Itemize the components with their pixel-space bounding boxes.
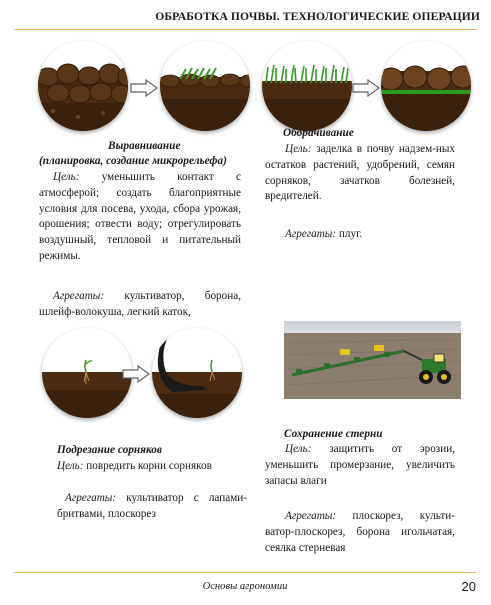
header-rule (14, 29, 476, 30)
weed-cutting-goal-label: Цель: (57, 460, 84, 472)
turning-tools (265, 227, 455, 243)
footer-rule (14, 572, 476, 573)
stubble-tools (265, 509, 455, 556)
leveling-goal-text: уменьшить контакт с атмосферой; создать благоприятные условия для посева, ухода, сбора урожая, орошения; отвести воду; отрегулировать воздушный, тепловой и питательный режимы. (39, 171, 241, 262)
weed-cutting-tools-text: культиватор с лапами-бритвами, плоскорез (57, 492, 247, 520)
turning-title: Оборачивание (283, 127, 354, 139)
page-header-title: ОБРАБОТКА ПОЧВЫ. ТЕХНОЛОГИЧЕСКИЕ ОПЕРАЦИИ (155, 10, 480, 23)
weed-cutting-goal-text: повредить корни сорняков (83, 460, 212, 472)
weed-cutting-goal (57, 459, 247, 475)
turning-arrow-icon (352, 79, 380, 97)
turning-tools-label: Агрегаты: (285, 228, 337, 240)
turning-goal (265, 142, 455, 205)
turning-tools-text: плуг. (336, 228, 363, 240)
weed-cutting-tools-label: Агрегаты: (65, 492, 117, 504)
stubble-tools-text: плоскорез, культи-ватор-плоскорез, борона игольчатая, сеялка стерневая (265, 510, 455, 554)
leveling-goal-label: Цель: (53, 171, 80, 183)
weed-cutting-tools (57, 491, 247, 523)
leveling-subtitle: (планировка, создание микрорельефа) (39, 155, 227, 167)
leveling-arrow-icon (130, 79, 158, 97)
tractor-seeder-photo (284, 321, 461, 399)
leveling-tools-text: культиватор, борона, шлейф-волокуша, легкий каток, (39, 290, 241, 318)
weed-cutting-before-illustration (42, 328, 132, 418)
turning-goal-label: Цель: (285, 143, 312, 155)
turning-goal-text: заделка в почву надзем-ных остатков растений, удобрений, семян сорняков, зачатков болезней, вредителей. (265, 143, 455, 203)
leveling-before-illustration (38, 41, 128, 131)
leveling-title: Выравнивание (108, 140, 181, 152)
leveling-tools-label: Агрегаты: (53, 290, 105, 302)
weed-cutting-title: Подрезание сорняков (57, 444, 162, 456)
stubble-goal-label: Цель: (285, 443, 312, 455)
stubble-goal (265, 442, 455, 489)
stubble-title: Сохранение стерни (284, 428, 383, 440)
turning-after-illustration (381, 41, 471, 131)
weed-cutting-arrow-icon (122, 365, 150, 383)
leveling-tools (39, 289, 241, 321)
leveling-goal (39, 170, 241, 265)
page-number: 20 (461, 579, 476, 594)
weed-cutting-after-illustration (152, 328, 242, 418)
turning-before-illustration (262, 41, 352, 131)
stubble-tools-label: Агрегаты: (285, 510, 337, 522)
footer-book-title: Основы агрономии (202, 581, 288, 592)
leveling-after-illustration (160, 41, 250, 131)
stubble-goal-text: защитить от эрозии, уменьшить промерзание, увеличить запасы влаги (265, 443, 455, 487)
